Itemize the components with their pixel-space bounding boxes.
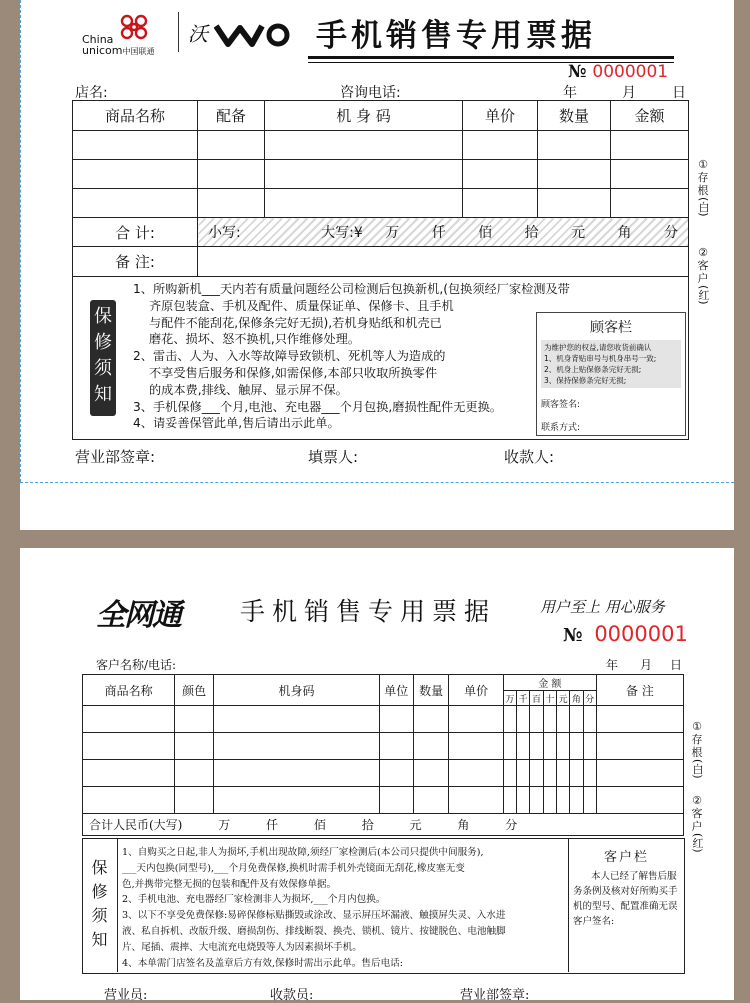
term-line: 的成本费,排线、触屏、显示屏不保。 <box>149 382 348 397</box>
header-amount: 金 额 <box>503 675 596 691</box>
logo-divider <box>178 12 179 52</box>
customer-name-label: 客户名称/电话: <box>96 658 177 672</box>
amount-unit: 百 <box>530 691 543 706</box>
tear-line <box>20 482 734 484</box>
total-row <box>83 814 684 836</box>
term-line: 2、雷击、人为、入水等故障导致锁机、死机等人为造成的 <box>133 349 446 364</box>
footer-cashier-label: 收款员: <box>270 988 314 1003</box>
unit-bai: 佰 <box>313 818 326 832</box>
date-month: 月 <box>622 85 636 101</box>
header-product: 商品名称 <box>73 101 198 131</box>
term-line: 齐原包装盒、手机及配件、质量保证单、保修卡、且手机 <box>149 298 454 313</box>
warranty-char: 保 <box>91 858 108 877</box>
table-row[interactable] <box>83 706 684 733</box>
wo-logo <box>188 14 298 54</box>
amount-unit: 万 <box>503 691 516 706</box>
copy-char: 根 <box>697 184 709 197</box>
sheet2-title: 手机销售专用票据 <box>240 597 497 626</box>
sheet1-title: 手机销售专用票据 <box>316 18 596 54</box>
remark-row <box>73 247 689 277</box>
unit-yuan: 元 <box>409 818 422 832</box>
date-day: 日 <box>672 85 686 101</box>
unit-wan: 万 <box>385 225 400 241</box>
big-amount-label: 大写:¥ <box>321 225 363 241</box>
total-row <box>73 218 689 247</box>
amount-unit: 分 <box>583 691 596 706</box>
customer-note-line: 3、保持保修条完好无损; <box>544 376 627 385</box>
copy-char: 客 <box>697 259 709 272</box>
bind-line <box>20 0 22 482</box>
copy-char: (白) <box>691 759 704 779</box>
amount-unit: 十 <box>543 691 556 706</box>
unit-jiao: 角 <box>617 225 632 241</box>
copy-label-customer <box>696 246 710 305</box>
warranty-tag <box>82 838 118 972</box>
allnet-logo: 全网通 <box>96 598 180 633</box>
goods-header-row <box>73 101 689 131</box>
terms-text <box>133 281 593 432</box>
term-line: 3、手机保修___个月,电池、充电器___个月包换,磨损性配件无更换。 <box>133 399 502 414</box>
copy-char: 户 <box>697 272 709 285</box>
customer-box-title: 顾客栏 <box>590 320 632 336</box>
customer-sign-label: 客户签名: <box>573 916 615 927</box>
term-line: 1、自购买之日起,非人为损坏,手机出现故障,须经厂家检测后(本公司只提供中间服务), <box>122 847 484 858</box>
terms-text <box>122 845 562 971</box>
customer-note-line: 2、机身上贴保修条完好无损; <box>544 365 642 374</box>
warranty-tag <box>90 300 116 416</box>
date-year: 年 <box>563 85 577 101</box>
term-line: ___天内包换(同型号),___个月免费保修,换机时需手机外壳镜面无刮花,橡皮塞无变 <box>122 862 465 874</box>
remark-field[interactable] <box>198 247 689 277</box>
footer-stamp-label: 营业部签章: <box>75 448 156 466</box>
slogan: 用户至上 用心服务 <box>540 598 665 616</box>
amount-unit: 角 <box>570 691 583 706</box>
customer-box <box>568 838 684 972</box>
serial-value: 0000001 <box>594 622 688 646</box>
amount-unit: 千 <box>517 691 530 706</box>
unit-jiao: 角 <box>457 818 470 832</box>
table-row[interactable] <box>83 733 684 760</box>
warranty-char: 保 <box>94 306 112 327</box>
customer-box-line: 本人已经了解售后服 <box>591 871 677 882</box>
footer-issuer-label: 填票人: <box>308 448 359 466</box>
wo-prefix: 沃 <box>188 22 208 46</box>
table-row[interactable] <box>83 787 684 814</box>
phone-label: 咨询电话: <box>340 85 401 101</box>
copy-label-customer <box>690 794 704 853</box>
serial-value: 0000001 <box>592 62 669 82</box>
customer-box <box>536 312 686 436</box>
copy-char: 根 <box>691 746 703 759</box>
copy-char: ② <box>692 794 702 807</box>
header-remark: 备 注 <box>596 675 683 706</box>
term-line: 片、尾插、震摔、大电流充电烧毁等人为因素损坏手机。 <box>122 941 362 953</box>
warranty-char: 修 <box>94 332 112 353</box>
header-product: 商品名称 <box>83 675 175 706</box>
serial-label: № <box>568 62 587 82</box>
copy-char: 存 <box>691 733 703 746</box>
copy-char: ① <box>692 720 702 733</box>
customer-contact-label: 联系方式: <box>541 423 581 433</box>
customer-sign-label: 顾客签名: <box>541 400 581 410</box>
brand-en-line2: unicom <box>82 44 123 57</box>
date-month: 月 <box>640 658 653 672</box>
warranty-char: 修 <box>91 882 108 901</box>
date-day: 日 <box>670 658 683 672</box>
unit-qian: 仟 <box>431 225 446 241</box>
unit-shi: 拾 <box>524 225 539 241</box>
header-qty: 数量 <box>538 101 611 131</box>
unit-qian: 仟 <box>266 818 279 832</box>
table-row[interactable] <box>83 760 684 787</box>
customer-box-line: 机的型号、配置准确无误 <box>573 901 678 912</box>
remark-label: 备 注: <box>73 247 198 277</box>
copy-char: (红) <box>697 285 710 305</box>
total-amount-field[interactable] <box>83 814 684 836</box>
term-line: 磨花、损坏、怒不换机,只作维修处理。 <box>149 332 361 347</box>
receipt-sheet-unicom <box>20 0 734 530</box>
customer-box-line: 务条例及核对好所购买手 <box>573 886 678 897</box>
total-label: 合 计: <box>73 218 198 247</box>
header-color: 颜色 <box>175 675 214 706</box>
footer-stamp-label: 营业部签章: <box>460 988 530 1003</box>
warranty-char: 知 <box>94 384 112 405</box>
warranty-char: 须 <box>91 906 108 925</box>
term-line: 4、本单需门店签名及盖章后方有效,保修时需出示此单。售后电话: <box>122 957 404 969</box>
copy-char: ② <box>698 246 708 259</box>
table-row[interactable] <box>73 189 689 218</box>
footer-payee-label: 收款人: <box>504 448 555 466</box>
term-line: 色,并携带完整无损的包装和配件及有效保修单据。 <box>122 878 337 890</box>
copy-label-stub <box>696 158 710 217</box>
copy-char: 户 <box>691 820 703 833</box>
receipt-sheet-allnet <box>20 548 734 1003</box>
customer-note-line: 1、机身背贴串号与机身串号一致; <box>544 354 657 363</box>
customer-box-text <box>573 869 684 929</box>
header-imei: 机身码 <box>214 675 380 706</box>
copy-label-stub <box>690 720 704 779</box>
copy-char: 客 <box>691 807 703 820</box>
header-imei: 机 身 码 <box>265 101 463 131</box>
serial-label: № <box>563 625 583 646</box>
shop-label: 店名: <box>75 85 108 101</box>
unit-bai: 佰 <box>478 225 493 241</box>
unit-wan: 万 <box>218 818 231 832</box>
unit-fen: 分 <box>505 818 518 832</box>
table-row[interactable] <box>73 160 689 189</box>
header-unit: 单位 <box>379 675 413 706</box>
total-amount-field[interactable] <box>198 218 689 247</box>
table-row[interactable] <box>73 131 689 160</box>
term-line: 3、以下不享受免费保修:易碎保修标贴撕毁或涂改、显示屏压坏漏液、触摸屏失灵、入水进 <box>122 910 506 922</box>
copy-char: (白) <box>697 197 710 217</box>
term-line: 1、所购新机___天内若有质量问题经公司检测后包换新机,(包换须经厂家检测及带 <box>133 282 570 296</box>
serial-number <box>563 622 688 646</box>
customer-box-notes <box>541 340 681 388</box>
unicom-brand-text <box>82 34 155 57</box>
goods-table <box>72 100 689 277</box>
customer-note-line: 为维护您的权益,请您收货前确认 <box>544 343 652 352</box>
goods-table <box>82 674 684 836</box>
date-year: 年 <box>606 658 619 672</box>
footer-sales-label: 营业员: <box>104 988 148 1003</box>
customer-box-title: 客户栏 <box>603 850 649 865</box>
term-line: 液、私自拆机、改版升级、磨损刮伤、排线断裂、换壳、锁机、镜片、按键脱色、电池触脚 <box>122 925 506 937</box>
header-price: 单价 <box>449 675 503 706</box>
term-line: 不享受售后服务和保修,如需保修,本部只收取所换零件 <box>149 365 438 380</box>
warranty-char: 知 <box>91 930 108 949</box>
term-line: 2、手机电池、充电器经厂家检测非人为损坏,___个月内包换。 <box>122 894 386 906</box>
copy-char: (红) <box>691 833 704 853</box>
copy-char: ① <box>698 158 708 171</box>
brand-en-line1: China <box>82 33 114 46</box>
serial-number <box>568 62 668 82</box>
brand-cn: 中国联通 <box>122 47 155 56</box>
amount-unit: 元 <box>556 691 569 706</box>
header-accessory: 配备 <box>198 101 265 131</box>
unit-yuan: 元 <box>571 225 586 241</box>
header-price: 单价 <box>463 101 538 131</box>
header-amount: 金额 <box>611 101 689 131</box>
wo-mark-icon <box>214 22 294 48</box>
term-line: 与配件不能刮花,保修条完好无损),若机身贴纸和机壳已 <box>149 315 442 330</box>
unit-fen: 分 <box>663 225 678 241</box>
unit-shi: 拾 <box>361 818 374 832</box>
term-line: 4、请妥善保管此单,售后请出示此单。 <box>133 416 340 431</box>
small-amount-label: 小写: <box>208 225 241 241</box>
warranty-char: 须 <box>94 358 112 379</box>
copy-char: 存 <box>697 171 709 184</box>
header-qty: 数量 <box>413 675 449 706</box>
total-label: 合计人民币(大写) <box>89 818 183 832</box>
